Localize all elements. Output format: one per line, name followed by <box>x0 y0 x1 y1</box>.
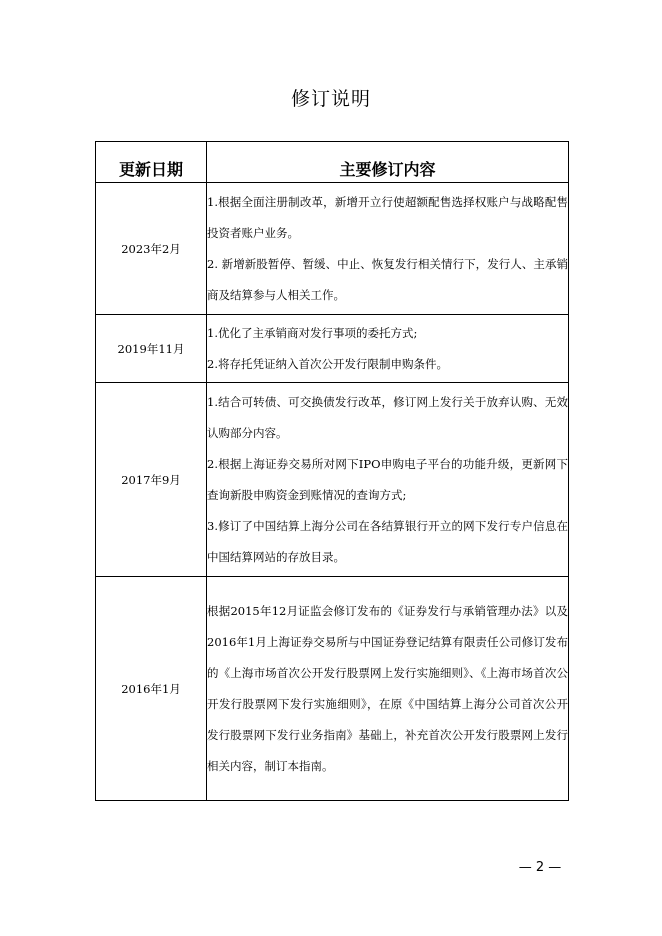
revision-item: 1.优化了主承销商对发行事项的委托方式; <box>207 325 418 340</box>
table-row <box>96 383 569 577</box>
table-header-row <box>96 142 569 183</box>
revision-date: 2023年2月 <box>96 183 207 315</box>
revision-item: 1.根据全面注册制改革，新增开立行使超额配售选择权账户与战略配售投资者账户业务。 <box>207 194 568 240</box>
revision-item: 2.根据上海证券交易所对网下IPO申购电子平台的功能升级，更新网下查询新股申购资金到账情况的查询方式; <box>207 456 568 502</box>
revision-content <box>207 183 569 315</box>
page-number: — 2 — <box>518 860 562 875</box>
table-row <box>96 183 569 315</box>
revision-content <box>207 315 569 383</box>
header-update-date: 更新日期 <box>96 142 207 183</box>
revision-content <box>207 383 569 577</box>
revision-date: 2017年9月 <box>96 383 207 577</box>
table-row <box>96 577 569 801</box>
revision-item: 2. 新增新股暂停、暂缓、中止、恢复发行相关情行下，发行人、主承销商及结算参与人相关工作。 <box>207 256 568 302</box>
revision-item: 1.结合可转债、可交换债发行改革，修订网上发行关于放弃认购、无效认购部分内容。 <box>207 394 568 440</box>
revision-date: 2016年1月 <box>96 577 207 801</box>
revision-item: 3.修订了中国结算上海分公司在各结算银行开立的网下发行专户信息在中国结算网站的存放目录。 <box>207 518 568 564</box>
revision-date: 2019年11月 <box>96 315 207 383</box>
revision-content <box>207 577 569 801</box>
table-row <box>96 315 569 383</box>
revision-item: 根据2015年12月证监会修订发布的《证券发行与承销管理办法》以及2016年1月上海证券交易所与中国证券登记结算有限责任公司修订发布的《上海市场首次公开发行股票网上发行实施细则》、《上海市场首次公开发行股票网下发行实施细则》，在原《中国结算上海分公司首次公开发行股票网下发行业务指南》基础上，补充首次公开发行股票网上发行相关内容，制订本指南。 <box>207 603 568 773</box>
header-revision-content: 主要修订内容 <box>207 142 569 183</box>
revision-item: 2.将存托凭证纳入首次公开发行限制申购条件。 <box>207 356 448 371</box>
page-title: 修订说明 <box>290 88 371 110</box>
revision-table <box>95 141 569 801</box>
